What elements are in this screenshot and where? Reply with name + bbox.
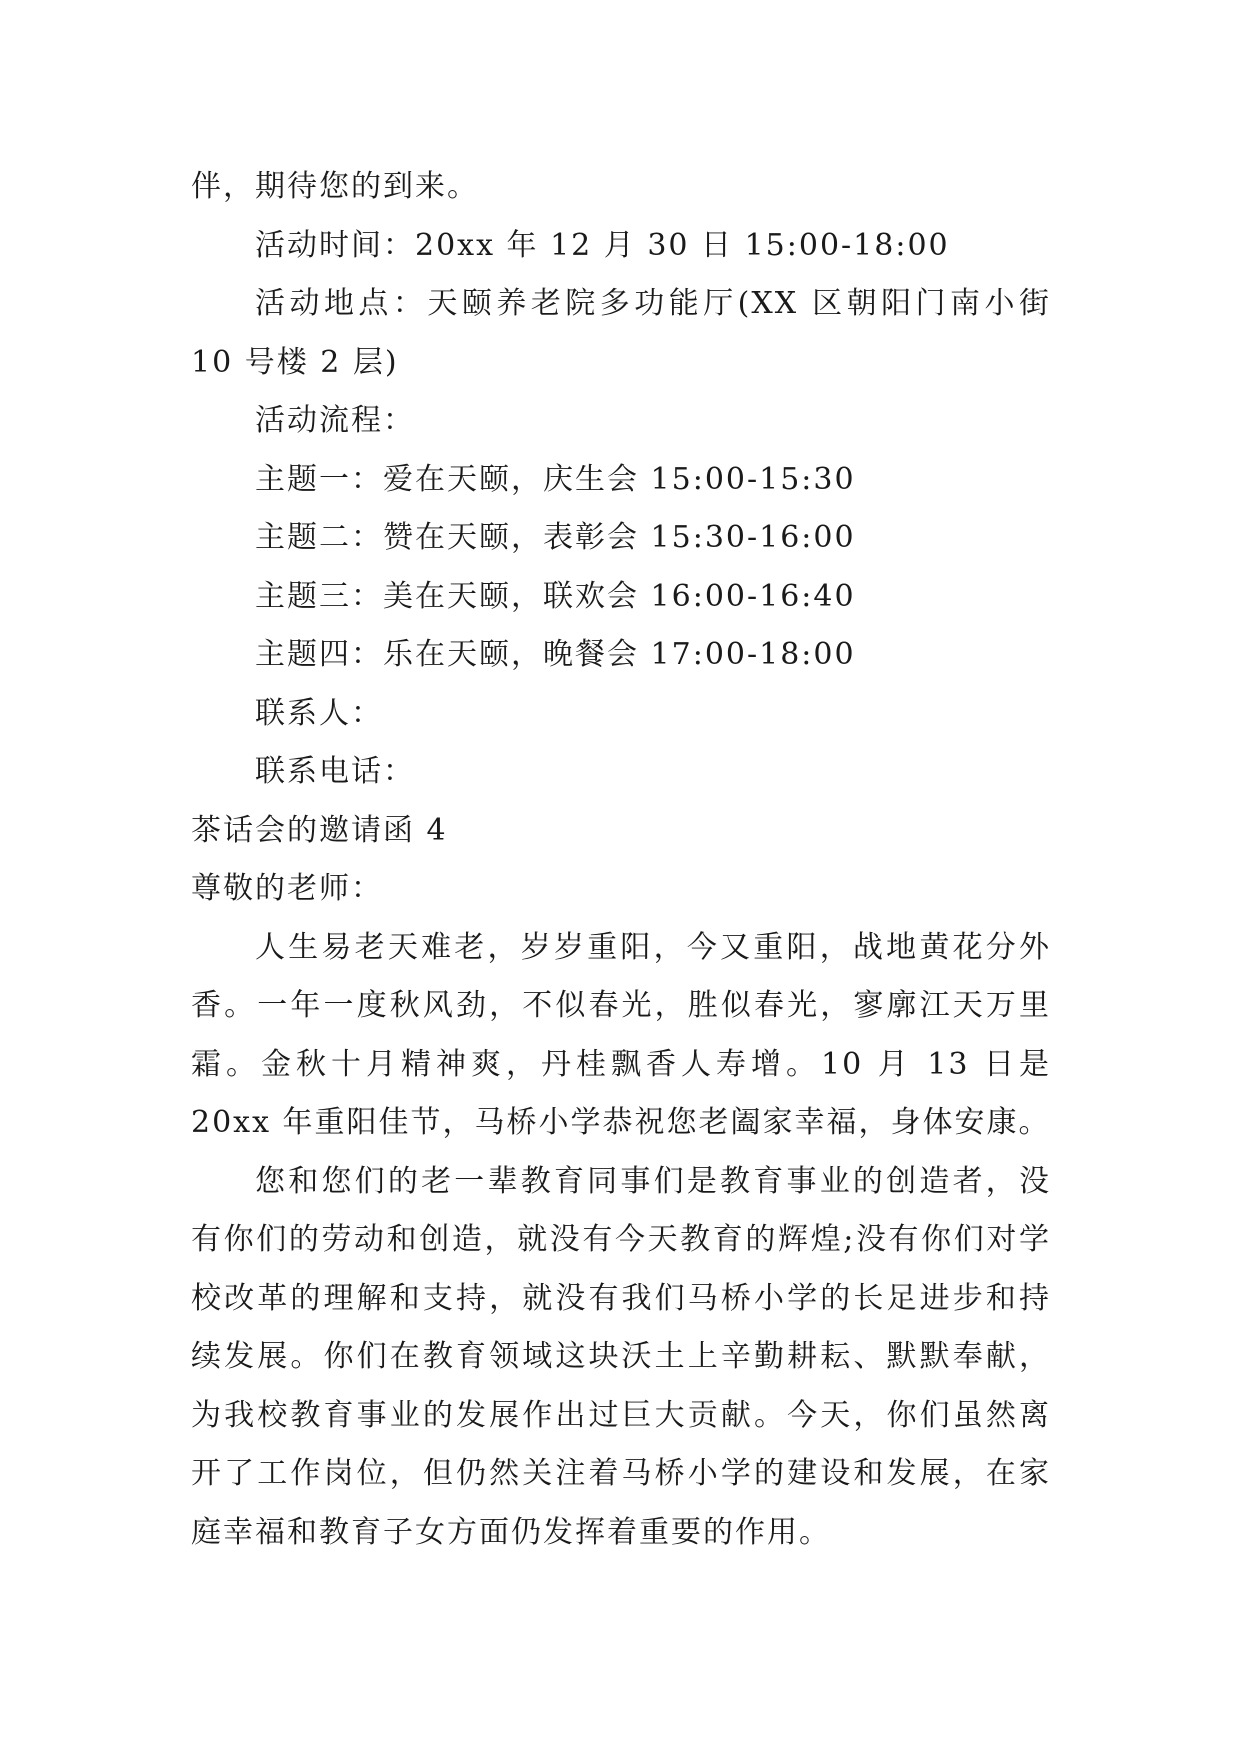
section-title: 茶话会的邀请函 4	[191, 812, 448, 848]
theme-item: 主题三：美在天颐，联欢会 16:00-16:40	[255, 578, 856, 614]
event-flow-label: 活动流程：	[255, 403, 415, 438]
salutation: 尊敬的老师：	[191, 871, 383, 906]
continued-line: 伴，期待您的到来。	[191, 169, 479, 204]
theme-item: 主题一：爱在天颐，庆生会 15:00-15:30	[255, 461, 856, 497]
theme-item: 主题二：赞在天颐，表彰会 15:30-16:00	[255, 520, 856, 555]
document-body	[191, 158, 1051, 1562]
paragraph: 人生易老天难老，岁岁重阳，今又重阳，战地黄花分外香。一年一度秋风劲，不似春光，胜似春光，寥廓江天万里霜。金秋十月精神爽，丹桂飘香人寿增。10 月 13 日是 20xx 年重阳佳节，马桥小学恭祝您老阖家幸福，身体安康。	[191, 929, 1051, 1140]
event-time: 活动时间：20xx 年 12 月 30 日 15:00-18:00	[255, 227, 950, 263]
event-place: 活动地点：天颐养老院多功能厅(XX 区朝阳门南小街 10 号楼 2 层)	[191, 286, 1051, 380]
contact-person: 联系人：	[255, 695, 383, 731]
contact-phone: 联系电话：	[255, 754, 415, 789]
paragraph: 您和您们的老一辈教育同事们是教育事业的创造者，没有你们的劳动和创造，就没有今天教育的辉煌;没有你们对学校改革的理解和支持，就没有我们马桥小学的长足进步和持续发展。你们在教育领域这块沃土上辛勤耕耘、默默奉献，为我校教育事业的发展作出过巨大贡献。今天，你们虽然离开了工作岗位，但仍然关注着马桥小学的建设和发展，在家庭幸福和教育子女方面仍发挥着重要的作用。	[191, 1163, 1051, 1550]
theme-item: 主题四：乐在天颐，晚餐会 17:00-18:00	[255, 637, 856, 672]
